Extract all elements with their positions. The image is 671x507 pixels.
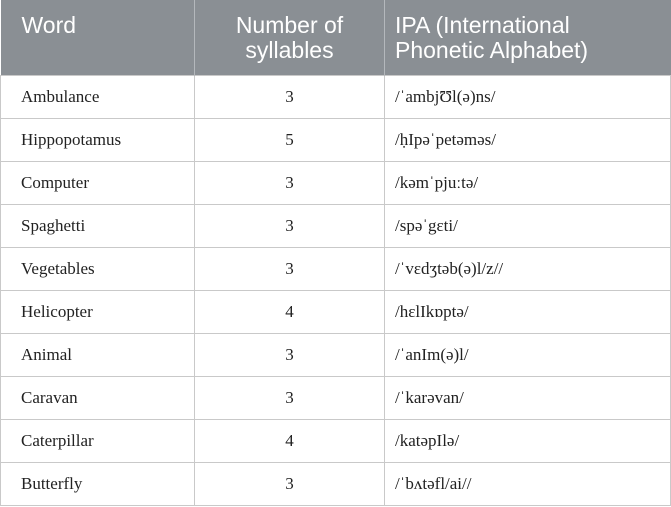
cell-word: Hippopotamus	[1, 118, 195, 161]
cell-syllables: 5	[195, 118, 385, 161]
cell-word: Spaghetti	[1, 204, 195, 247]
cell-ipa: /ˈambjƱl(ə)ns/	[385, 75, 671, 118]
cell-word: Caravan	[1, 376, 195, 419]
cell-syllables: 3	[195, 333, 385, 376]
table-row	[1, 161, 671, 204]
table-row	[1, 376, 671, 419]
cell-ipa: /ˈvɛdʒtəb(ə)l/z//	[385, 247, 671, 290]
cell-word: Butterfly	[1, 462, 195, 505]
cell-ipa: /hɛlIkɒptə/	[385, 290, 671, 333]
cell-ipa: /ˈanIm(ə)l/	[385, 333, 671, 376]
table-row	[1, 118, 671, 161]
table-row	[1, 462, 671, 505]
cell-ipa: /ˈkarəvan/	[385, 376, 671, 419]
cell-word: Helicopter	[1, 290, 195, 333]
table-row	[1, 75, 671, 118]
cell-ipa: /ḥIpəˈpetəməs/	[385, 118, 671, 161]
table-row	[1, 290, 671, 333]
cell-word: Vegetables	[1, 247, 195, 290]
column-header-syllables: Number of syllables	[195, 0, 385, 75]
cell-word: Computer	[1, 161, 195, 204]
cell-syllables: 4	[195, 290, 385, 333]
cell-syllables: 3	[195, 204, 385, 247]
column-header-ipa: IPA (International Phonetic Alphabet)	[385, 0, 671, 75]
cell-syllables: 3	[195, 161, 385, 204]
cell-syllables: 4	[195, 419, 385, 462]
cell-ipa: /katəpIlə/	[385, 419, 671, 462]
cell-word: Caterpillar	[1, 419, 195, 462]
header-row	[1, 0, 671, 75]
cell-syllables: 3	[195, 462, 385, 505]
cell-syllables: 3	[195, 376, 385, 419]
table-row	[1, 247, 671, 290]
table-row	[1, 419, 671, 462]
table-body	[1, 75, 671, 505]
cell-ipa: /ˈbʌtəfl/ai//	[385, 462, 671, 505]
table-row	[1, 333, 671, 376]
cell-word: Ambulance	[1, 75, 195, 118]
cell-syllables: 3	[195, 75, 385, 118]
cell-ipa: /kəmˈpjuːtə/	[385, 161, 671, 204]
column-header-word: Word	[1, 0, 195, 75]
cell-syllables: 3	[195, 247, 385, 290]
cell-word: Animal	[1, 333, 195, 376]
cell-ipa: /spəˈgɛti/	[385, 204, 671, 247]
table-row	[1, 204, 671, 247]
